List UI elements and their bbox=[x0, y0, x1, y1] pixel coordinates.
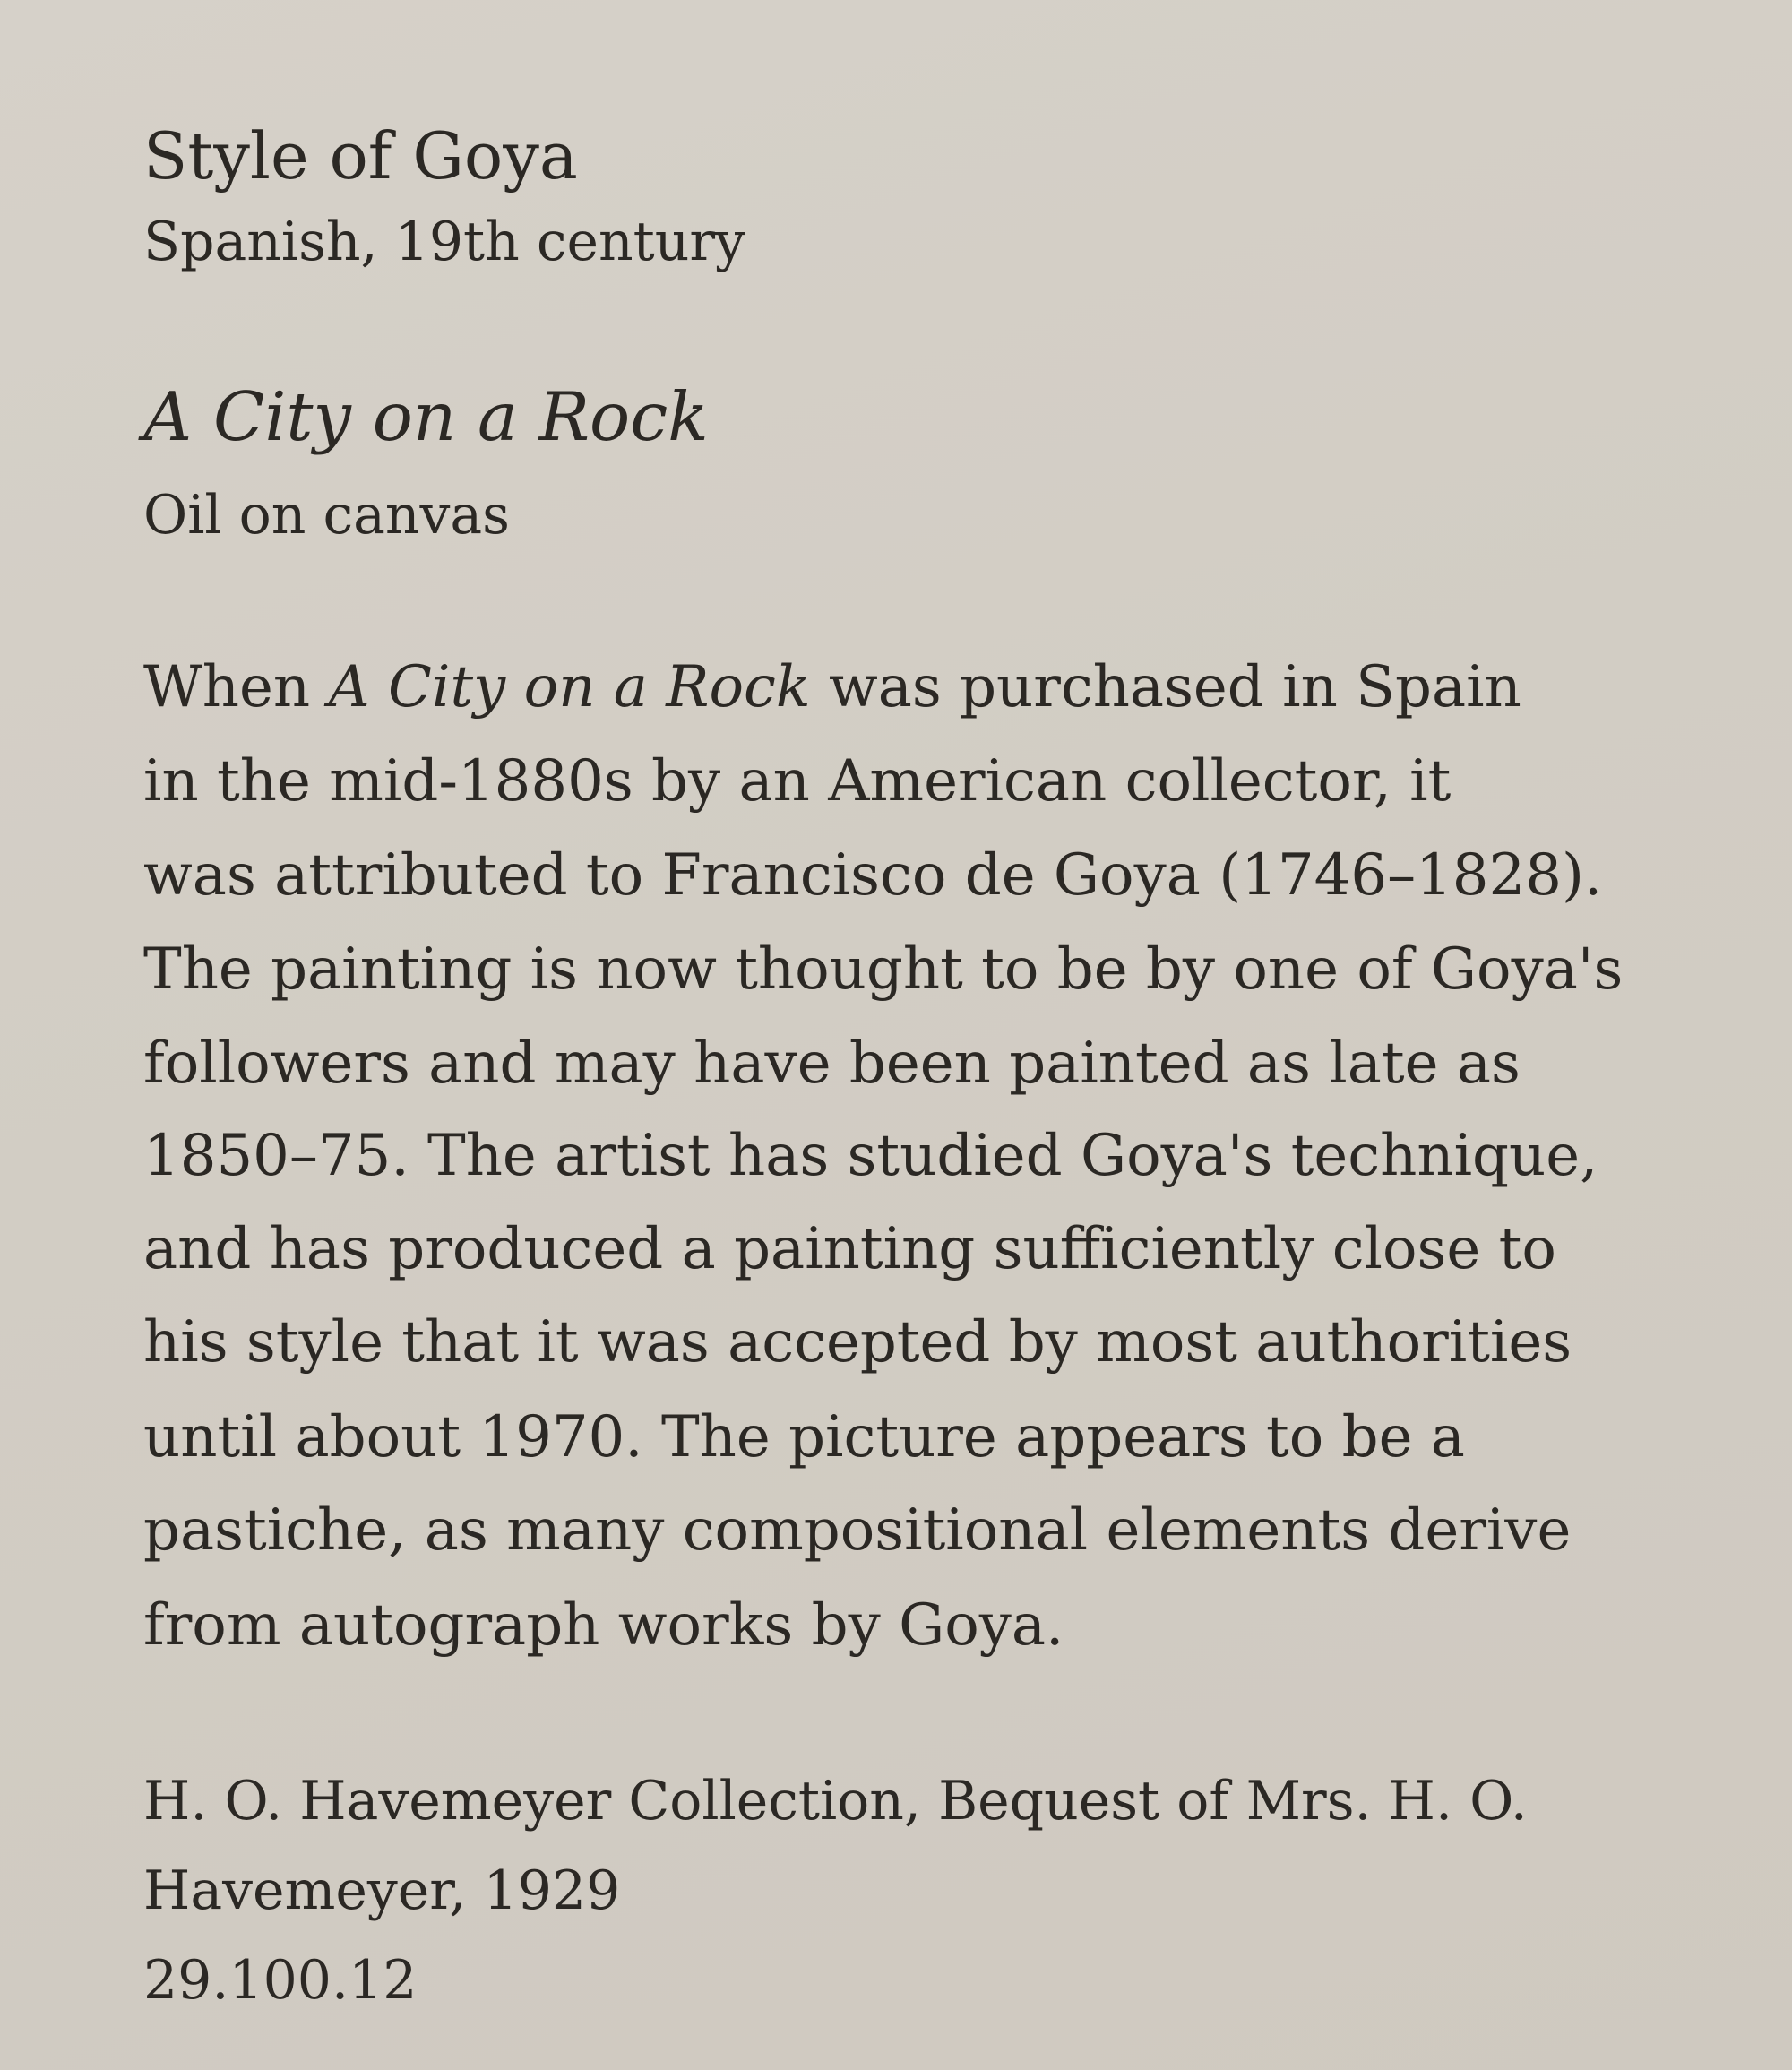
description-line: 1850–75. The artist has studied Goya's technique, bbox=[143, 1123, 1598, 1189]
description-line: his style that it was accepted by most authorities bbox=[143, 1309, 1572, 1376]
credit-line: Havemeyer, 1929 bbox=[143, 1859, 621, 1922]
description-line: and has produced a painting sufficiently close to bbox=[143, 1216, 1556, 1282]
description-text: was purchased in Spain bbox=[810, 654, 1521, 720]
description-line: in the mid-1880s by an American collector, it bbox=[143, 748, 1452, 815]
description-line: pastiche, as many compositional elements derive bbox=[143, 1497, 1572, 1564]
description-line bbox=[143, 654, 1521, 720]
description-line: followers and may have been painted as late as bbox=[143, 1031, 1521, 1097]
artwork-medium: Oil on canvas bbox=[143, 484, 510, 547]
museum-wall-label bbox=[143, 0, 1720, 2070]
accession-number: 29.100.12 bbox=[143, 1949, 418, 2012]
description-title-reference: A City on a Rock bbox=[328, 654, 811, 720]
description-line: was attributed to Francisco de Goya (1746–1828). bbox=[143, 842, 1603, 909]
description-line: until about 1970. The picture appears to be a bbox=[143, 1404, 1465, 1471]
description-line: The painting is now thought to be by one of Goya's bbox=[143, 936, 1624, 1003]
description-line: from autograph works by Goya. bbox=[143, 1592, 1064, 1659]
artwork-title: A City on a Rock bbox=[143, 377, 709, 456]
artist-name: Style of Goya bbox=[143, 118, 578, 194]
credit-line: H. O. Havemeyer Collection, Bequest of Mrs. H. O. bbox=[143, 1770, 1528, 1833]
description-text: When bbox=[143, 654, 329, 720]
nationality-date: Spanish, 19th century bbox=[143, 211, 745, 273]
